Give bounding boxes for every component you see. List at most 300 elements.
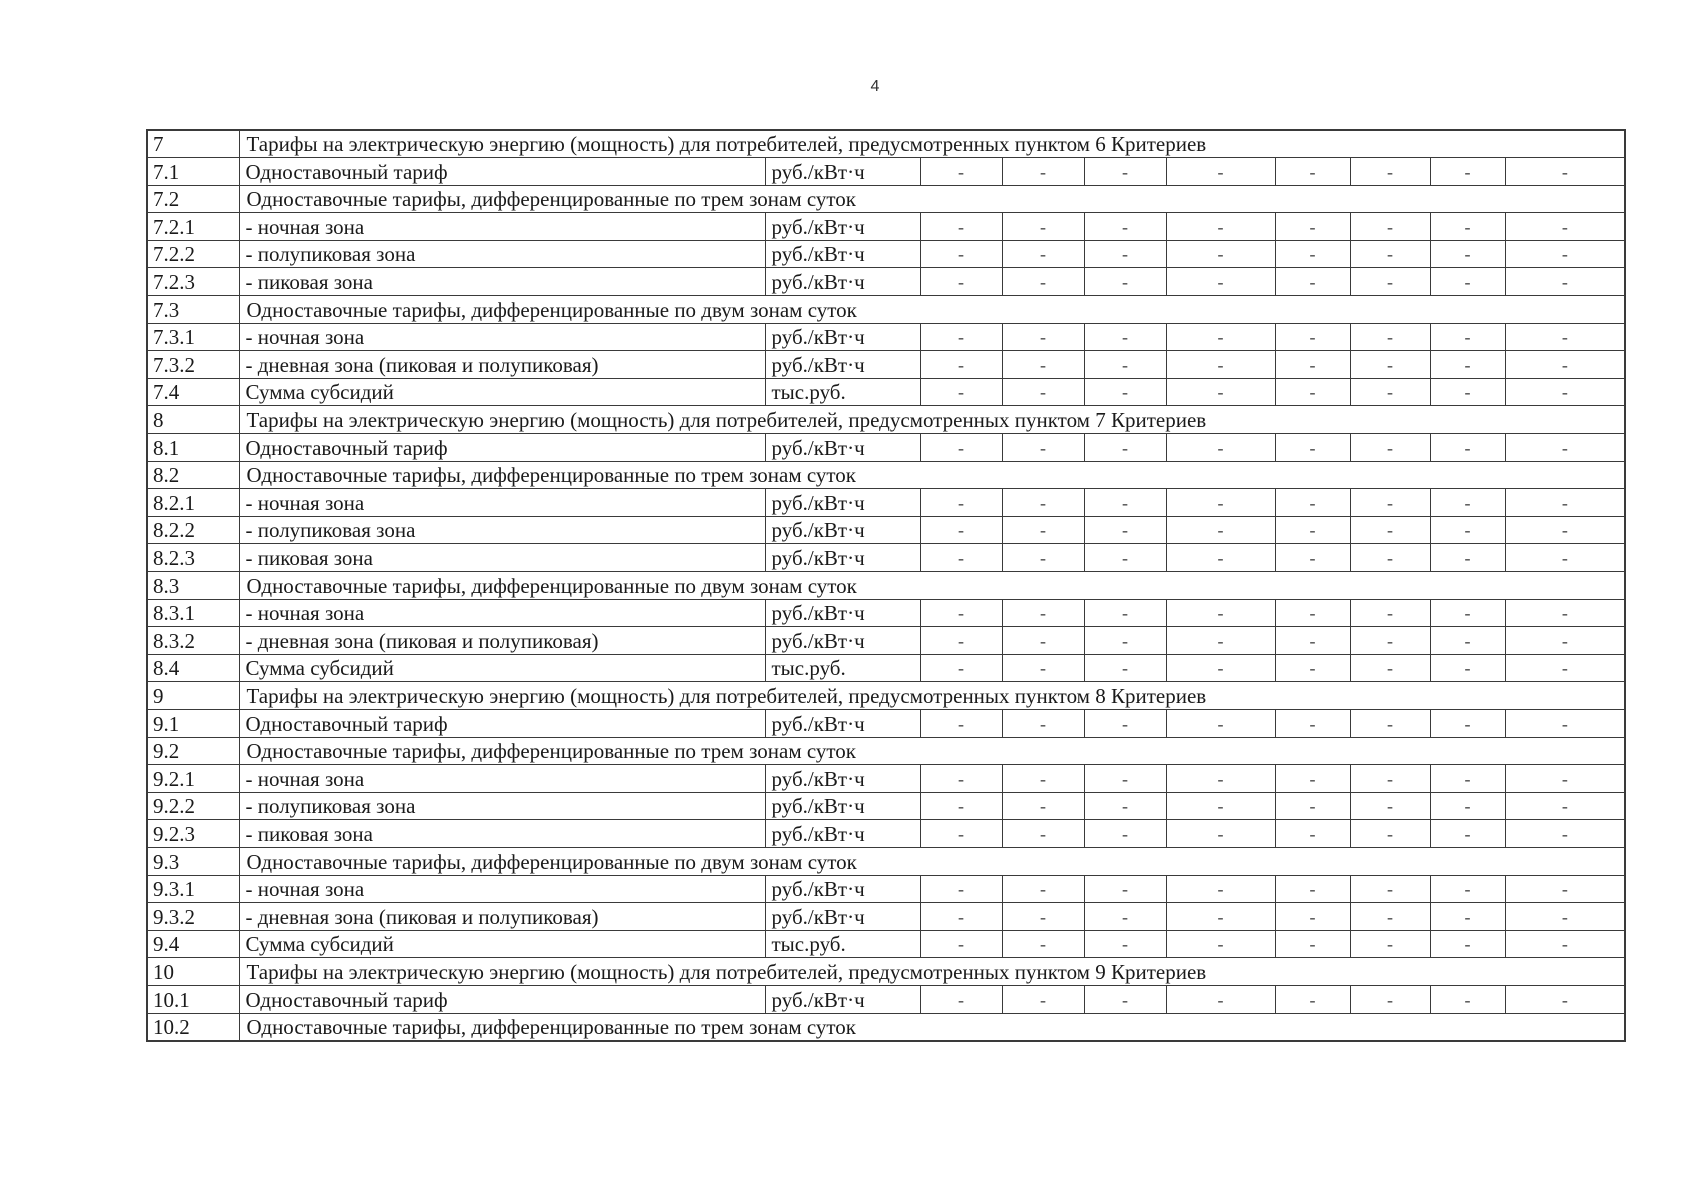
value-cell: - [1002,709,1084,737]
value-cell: - [1430,516,1505,544]
row-number-cell: 9.1 [147,709,239,737]
row-description-cell: - пиковая зона [239,268,765,296]
value-cell: - [1505,158,1625,186]
value-cell: - [920,792,1002,820]
row-number-cell: 7.2 [147,185,239,213]
value-cell: - [1084,599,1166,627]
table-row [147,351,1625,379]
value-cell: - [1002,903,1084,931]
value-cell: - [1275,627,1350,655]
value-cell: - [1084,489,1166,517]
value-cell: - [920,434,1002,462]
value-cell: - [1430,378,1505,406]
value-cell: - [1350,158,1430,186]
value-cell: - [1084,820,1166,848]
value-cell: - [1002,985,1084,1013]
unit-cell: руб./кВт·ч [765,323,920,351]
value-cell: - [1275,240,1350,268]
value-cell: - [920,820,1002,848]
row-description-cell: - полупиковая зона [239,240,765,268]
section-title-cell: Одноставочные тарифы, дифференцированные по трем зонам суток [239,185,1625,213]
value-cell: - [1166,930,1275,958]
unit-cell: руб./кВт·ч [765,792,920,820]
value-cell: - [1505,544,1625,572]
value-cell: - [1505,489,1625,517]
table-row [147,158,1625,186]
value-cell: - [1505,434,1625,462]
value-cell: - [1166,875,1275,903]
row-description-cell: Сумма субсидий [239,378,765,406]
value-cell: - [1430,213,1505,241]
row-number-cell: 7.4 [147,378,239,406]
section-title-cell: Одноставочные тарифы, дифференцированные по трем зонам суток [239,737,1625,765]
value-cell: - [1275,213,1350,241]
value-cell: - [1166,544,1275,572]
value-cell: - [1084,792,1166,820]
table-row [147,903,1625,931]
value-cell: - [1166,654,1275,682]
value-cell: - [1084,765,1166,793]
value-cell: - [920,765,1002,793]
value-cell: - [1275,654,1350,682]
table-row [147,516,1625,544]
table-row [147,434,1625,462]
table-row [147,820,1625,848]
value-cell: - [1166,489,1275,517]
value-cell: - [920,378,1002,406]
row-description-cell: - ночная зона [239,875,765,903]
value-cell: - [1430,434,1505,462]
value-cell: - [1275,985,1350,1013]
value-cell: - [1350,709,1430,737]
value-cell: - [1084,240,1166,268]
value-cell: - [1002,434,1084,462]
value-cell: - [920,875,1002,903]
value-cell: - [1002,158,1084,186]
row-number-cell: 9.3.2 [147,903,239,931]
table-row [147,213,1625,241]
value-cell: - [1275,268,1350,296]
row-description-cell: Сумма субсидий [239,654,765,682]
unit-cell: руб./кВт·ч [765,765,920,793]
value-cell: - [1166,709,1275,737]
value-cell: - [1505,709,1625,737]
value-cell: - [1275,875,1350,903]
table-row [147,654,1625,682]
value-cell: - [1430,792,1505,820]
section-title-cell: Одноставочные тарифы, дифференцированные по трем зонам суток [239,461,1625,489]
row-description-cell: - дневная зона (пиковая и полупиковая) [239,903,765,931]
table-row [147,627,1625,655]
value-cell: - [1275,434,1350,462]
value-cell: - [1430,158,1505,186]
value-cell: - [1350,351,1430,379]
value-cell: - [920,903,1002,931]
table-row [147,847,1625,875]
row-number-cell: 7.2.1 [147,213,239,241]
value-cell: - [1166,599,1275,627]
value-cell: - [1505,213,1625,241]
row-description-cell: - ночная зона [239,489,765,517]
value-cell: - [1350,903,1430,931]
unit-cell: руб./кВт·ч [765,985,920,1013]
value-cell: - [1166,903,1275,931]
value-cell: - [1430,627,1505,655]
unit-cell: руб./кВт·ч [765,599,920,627]
row-number-cell: 7.2.2 [147,240,239,268]
value-cell: - [1275,158,1350,186]
row-description-cell: Одноставочный тариф [239,985,765,1013]
value-cell: - [1505,378,1625,406]
value-cell: - [1350,792,1430,820]
value-cell: - [1166,820,1275,848]
value-cell: - [1350,516,1430,544]
value-cell: - [1084,378,1166,406]
value-cell: - [1350,213,1430,241]
value-cell: - [920,323,1002,351]
value-cell: - [1084,544,1166,572]
value-cell: - [1166,158,1275,186]
value-cell: - [1350,268,1430,296]
value-cell: - [1350,765,1430,793]
value-cell: - [1350,599,1430,627]
value-cell: - [1166,351,1275,379]
value-cell: - [1430,903,1505,931]
table-row [147,296,1625,324]
value-cell: - [1350,820,1430,848]
row-number-cell: 9.2.2 [147,792,239,820]
unit-cell: руб./кВт·ч [765,709,920,737]
value-cell: - [1275,709,1350,737]
value-cell: - [1084,158,1166,186]
value-cell: - [920,930,1002,958]
tariff-table [146,129,1626,1042]
value-cell: - [920,654,1002,682]
value-cell: - [1166,516,1275,544]
row-description-cell: - полупиковая зона [239,516,765,544]
table-row [147,185,1625,213]
unit-cell: тыс.руб. [765,378,920,406]
value-cell: - [1350,875,1430,903]
value-cell: - [1084,985,1166,1013]
row-description-cell: Одноставочный тариф [239,158,765,186]
value-cell: - [1275,599,1350,627]
section-title-cell: Тарифы на электрическую энергию (мощность) для потребителей, предусмотренных пунктом 8 Критериев [239,682,1625,710]
section-title-cell: Одноставочные тарифы, дифференцированные по двум зонам суток [239,572,1625,600]
value-cell: - [1430,351,1505,379]
value-cell: - [1002,792,1084,820]
value-cell: - [1166,627,1275,655]
value-cell: - [1166,240,1275,268]
table-row [147,489,1625,517]
value-cell: - [1275,792,1350,820]
value-cell: - [1166,213,1275,241]
section-title-cell: Тарифы на электрическую энергию (мощность) для потребителей, предусмотренных пунктом 9 Критериев [239,958,1625,986]
row-number-cell: 8.3.1 [147,599,239,627]
value-cell: - [1002,765,1084,793]
unit-cell: руб./кВт·ч [765,903,920,931]
value-cell: - [1002,930,1084,958]
unit-cell: руб./кВт·ч [765,516,920,544]
row-number-cell: 8.2.3 [147,544,239,572]
unit-cell: тыс.руб. [765,930,920,958]
value-cell: - [1002,323,1084,351]
value-cell: - [1350,378,1430,406]
table-row [147,268,1625,296]
value-cell: - [1084,709,1166,737]
table-row [147,985,1625,1013]
table-row [147,765,1625,793]
row-description-cell: Одноставочный тариф [239,709,765,737]
value-cell: - [1505,875,1625,903]
value-cell: - [1084,654,1166,682]
table-row [147,572,1625,600]
unit-cell: руб./кВт·ч [765,434,920,462]
value-cell: - [1430,875,1505,903]
value-cell: - [1430,709,1505,737]
value-cell: - [1430,930,1505,958]
value-cell: - [920,351,1002,379]
row-number-cell: 7.3.2 [147,351,239,379]
value-cell: - [920,627,1002,655]
row-number-cell: 10 [147,958,239,986]
row-number-cell: 9.2.3 [147,820,239,848]
row-number-cell: 10.1 [147,985,239,1013]
unit-cell: руб./кВт·ч [765,627,920,655]
value-cell: - [920,709,1002,737]
value-cell: - [1505,627,1625,655]
table-row [147,737,1625,765]
unit-cell: руб./кВт·ч [765,351,920,379]
value-cell: - [1430,323,1505,351]
value-cell: - [1505,599,1625,627]
unit-cell: руб./кВт·ч [765,268,920,296]
table-row [147,599,1625,627]
unit-cell: руб./кВт·ч [765,158,920,186]
value-cell: - [1002,820,1084,848]
value-cell: - [1084,903,1166,931]
section-title-cell: Одноставочные тарифы, дифференцированные по двум зонам суток [239,847,1625,875]
value-cell: - [920,158,1002,186]
row-number-cell: 7.3.1 [147,323,239,351]
value-cell: - [920,516,1002,544]
value-cell: - [1505,985,1625,1013]
value-cell: - [1350,544,1430,572]
row-number-cell: 7 [147,130,239,158]
value-cell: - [1350,654,1430,682]
table-row [147,240,1625,268]
value-cell: - [1084,351,1166,379]
row-number-cell: 8 [147,406,239,434]
value-cell: - [1166,434,1275,462]
value-cell: - [1275,544,1350,572]
table-row [147,1013,1625,1041]
value-cell: - [1350,489,1430,517]
value-cell: - [1350,434,1430,462]
value-cell: - [1505,268,1625,296]
value-cell: - [1275,903,1350,931]
value-cell: - [920,599,1002,627]
value-cell: - [1430,268,1505,296]
value-cell: - [1505,351,1625,379]
row-description-cell: - ночная зона [239,323,765,351]
value-cell: - [1084,875,1166,903]
value-cell: - [1430,765,1505,793]
row-number-cell: 8.1 [147,434,239,462]
section-title-cell: Одноставочные тарифы, дифференцированные по двум зонам суток [239,296,1625,324]
unit-cell: руб./кВт·ч [765,489,920,517]
section-title-cell: Тарифы на электрическую энергию (мощность) для потребителей, предусмотренных пунктом 7 Критериев [239,406,1625,434]
value-cell: - [1275,351,1350,379]
value-cell: - [1166,792,1275,820]
row-number-cell: 9.3.1 [147,875,239,903]
row-description-cell: Одноставочный тариф [239,434,765,462]
table-row [147,544,1625,572]
row-description-cell: - пиковая зона [239,544,765,572]
section-title-cell: Одноставочные тарифы, дифференцированные по трем зонам суток [239,1013,1625,1041]
page-number: 4 [870,78,880,95]
value-cell: - [1002,351,1084,379]
value-cell: - [1002,599,1084,627]
value-cell: - [1505,903,1625,931]
value-cell: - [1275,378,1350,406]
value-cell: - [1505,792,1625,820]
value-cell: - [1166,985,1275,1013]
value-cell: - [1084,627,1166,655]
row-description-cell: - ночная зона [239,213,765,241]
value-cell: - [1002,544,1084,572]
value-cell: - [1430,599,1505,627]
section-title-cell: Тарифы на электрическую энергию (мощность) для потребителей, предусмотренных пунктом 6 Критериев [239,130,1625,158]
row-number-cell: 9.4 [147,930,239,958]
unit-cell: руб./кВт·ч [765,875,920,903]
value-cell: - [920,213,1002,241]
table-row [147,461,1625,489]
value-cell: - [1430,489,1505,517]
value-cell: - [1002,516,1084,544]
value-cell: - [1505,516,1625,544]
value-cell: - [1275,323,1350,351]
row-number-cell: 8.3 [147,572,239,600]
row-number-cell: 8.4 [147,654,239,682]
value-cell: - [1350,323,1430,351]
value-cell: - [1505,765,1625,793]
table-row [147,378,1625,406]
value-cell: - [1002,654,1084,682]
row-number-cell: 8.2 [147,461,239,489]
row-number-cell: 7.3 [147,296,239,324]
value-cell: - [1350,240,1430,268]
value-cell: - [1002,627,1084,655]
row-description-cell: - пиковая зона [239,820,765,848]
table-row [147,130,1625,158]
value-cell: - [1084,268,1166,296]
value-cell: - [1275,489,1350,517]
value-cell: - [1084,930,1166,958]
row-number-cell: 9 [147,682,239,710]
value-cell: - [1084,434,1166,462]
row-number-cell: 7.2.3 [147,268,239,296]
value-cell: - [1084,323,1166,351]
value-cell: - [1166,323,1275,351]
value-cell: - [1430,240,1505,268]
row-number-cell: 8.2.1 [147,489,239,517]
row-number-cell: 9.2 [147,737,239,765]
row-number-cell: 8.3.2 [147,627,239,655]
row-number-cell: 7.1 [147,158,239,186]
value-cell: - [1275,930,1350,958]
value-cell: - [1002,213,1084,241]
unit-cell: руб./кВт·ч [765,213,920,241]
table-row [147,323,1625,351]
row-description-cell: Сумма субсидий [239,930,765,958]
value-cell: - [1084,213,1166,241]
value-cell: - [920,544,1002,572]
value-cell: - [1505,820,1625,848]
value-cell: - [1505,323,1625,351]
value-cell: - [920,489,1002,517]
value-cell: - [1430,820,1505,848]
value-cell: - [1166,765,1275,793]
value-cell: - [1505,930,1625,958]
value-cell: - [1350,930,1430,958]
unit-cell: руб./кВт·ч [765,240,920,268]
table-body [147,130,1625,1041]
row-number-cell: 9.3 [147,847,239,875]
value-cell: - [1350,627,1430,655]
unit-cell: руб./кВт·ч [765,544,920,572]
row-description-cell: - полупиковая зона [239,792,765,820]
table-row [147,792,1625,820]
value-cell: - [1350,985,1430,1013]
table-row [147,958,1625,986]
row-number-cell: 9.2.1 [147,765,239,793]
value-cell: - [1275,820,1350,848]
value-cell: - [1002,875,1084,903]
value-cell: - [920,985,1002,1013]
unit-cell: тыс.руб. [765,654,920,682]
row-description-cell: - дневная зона (пиковая и полупиковая) [239,627,765,655]
value-cell: - [920,240,1002,268]
table-row [147,930,1625,958]
table-row [147,682,1625,710]
value-cell: - [1002,240,1084,268]
value-cell: - [1002,268,1084,296]
value-cell: - [1166,268,1275,296]
row-description-cell: - ночная зона [239,765,765,793]
value-cell: - [1275,765,1350,793]
row-number-cell: 8.2.2 [147,516,239,544]
row-number-cell: 10.2 [147,1013,239,1041]
table-row [147,406,1625,434]
value-cell: - [1430,544,1505,572]
table-row [147,875,1625,903]
value-cell: - [1084,516,1166,544]
row-description-cell: - дневная зона (пиковая и полупиковая) [239,351,765,379]
value-cell: - [1430,654,1505,682]
row-description-cell: - ночная зона [239,599,765,627]
value-cell: - [1505,240,1625,268]
value-cell: - [1002,378,1084,406]
table-row [147,709,1625,737]
value-cell: - [1505,654,1625,682]
unit-cell: руб./кВт·ч [765,820,920,848]
value-cell: - [1166,378,1275,406]
value-cell: - [1002,489,1084,517]
value-cell: - [920,268,1002,296]
value-cell: - [1275,516,1350,544]
value-cell: - [1430,985,1505,1013]
